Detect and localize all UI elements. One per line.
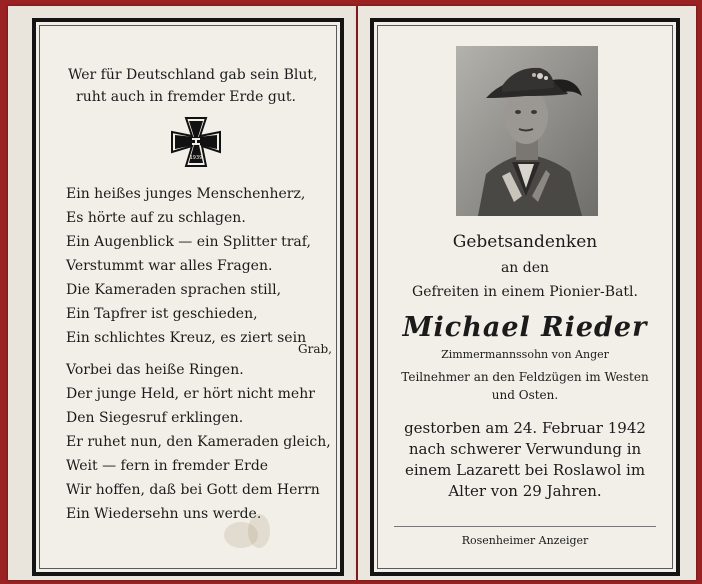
- portrait-photo: [456, 46, 598, 216]
- left-mourning-frame: [32, 18, 344, 576]
- death-line: Alter von 29 Jahren.: [448, 482, 602, 500]
- poem-line: Den Siegesruf erklingen.: [66, 410, 244, 426]
- poem-line: Wir hoffen, daß bei Gott dem Herrn: [66, 482, 320, 498]
- left-card-page: [8, 6, 356, 580]
- poem-line: Ein schlichtes Kreuz, es ziert sein: [66, 330, 307, 346]
- divider: [394, 526, 656, 527]
- memorial-title: Gebetsandenken: [452, 232, 598, 252]
- deceased-name: Michael Rieder: [402, 312, 648, 343]
- origin-text: Zimmermannssohn von Anger: [441, 348, 609, 361]
- poem-line-wrap: Grab,: [298, 342, 332, 356]
- campaign-text: und Osten.: [491, 388, 559, 402]
- poem-line: Es hörte auf zu schlagen.: [66, 210, 246, 226]
- poem-line: Er ruhet nun, den Kameraden gleich,: [66, 434, 331, 450]
- poem-line: Ein heißes junges Menschenherz,: [66, 186, 306, 202]
- iron-cross-icon: [170, 116, 222, 168]
- cross-year: 1939: [189, 155, 203, 161]
- right-card-page: [358, 6, 696, 580]
- poem-line: Ein Wiedersehn uns werde.: [66, 506, 262, 522]
- poem-line: Vorbei das heiße Ringen.: [66, 362, 244, 378]
- an-den-text: an den: [500, 260, 550, 276]
- death-line: nach schwerer Verwundung in: [408, 440, 642, 458]
- right-mourning-frame: [370, 18, 680, 576]
- heading-line: ruht auch in fremder Erde gut.: [76, 89, 296, 105]
- poem-line: Der junge Held, er hört nicht mehr: [66, 386, 315, 402]
- death-line: einem Lazarett bei Roslawol im: [404, 461, 646, 479]
- poem: [66, 182, 336, 526]
- publisher-credit: Rosenheimer Anzeiger: [461, 534, 589, 547]
- poem-line: Verstummt war alles Fragen.: [66, 258, 273, 274]
- poem-line: Die Kameraden sprachen still,: [66, 282, 282, 298]
- heading-line: Wer für Deutschland gab sein Blut,: [68, 67, 318, 83]
- poem-heading: [68, 64, 317, 108]
- poem-line: Ein Augenblick — ein Splitter traf,: [66, 234, 311, 250]
- death-line: gestorben am 24. Februar 1942: [404, 419, 646, 437]
- poem-line: Weit — fern in fremder Erde: [66, 458, 269, 474]
- campaign-text: Teilnehmer an den Feldzügen im Westen: [401, 370, 649, 384]
- poem-line: Ein Tapfrer ist geschieden,: [66, 306, 258, 322]
- rank-text: Gefreiten in einem Pionier-Batl.: [412, 284, 638, 300]
